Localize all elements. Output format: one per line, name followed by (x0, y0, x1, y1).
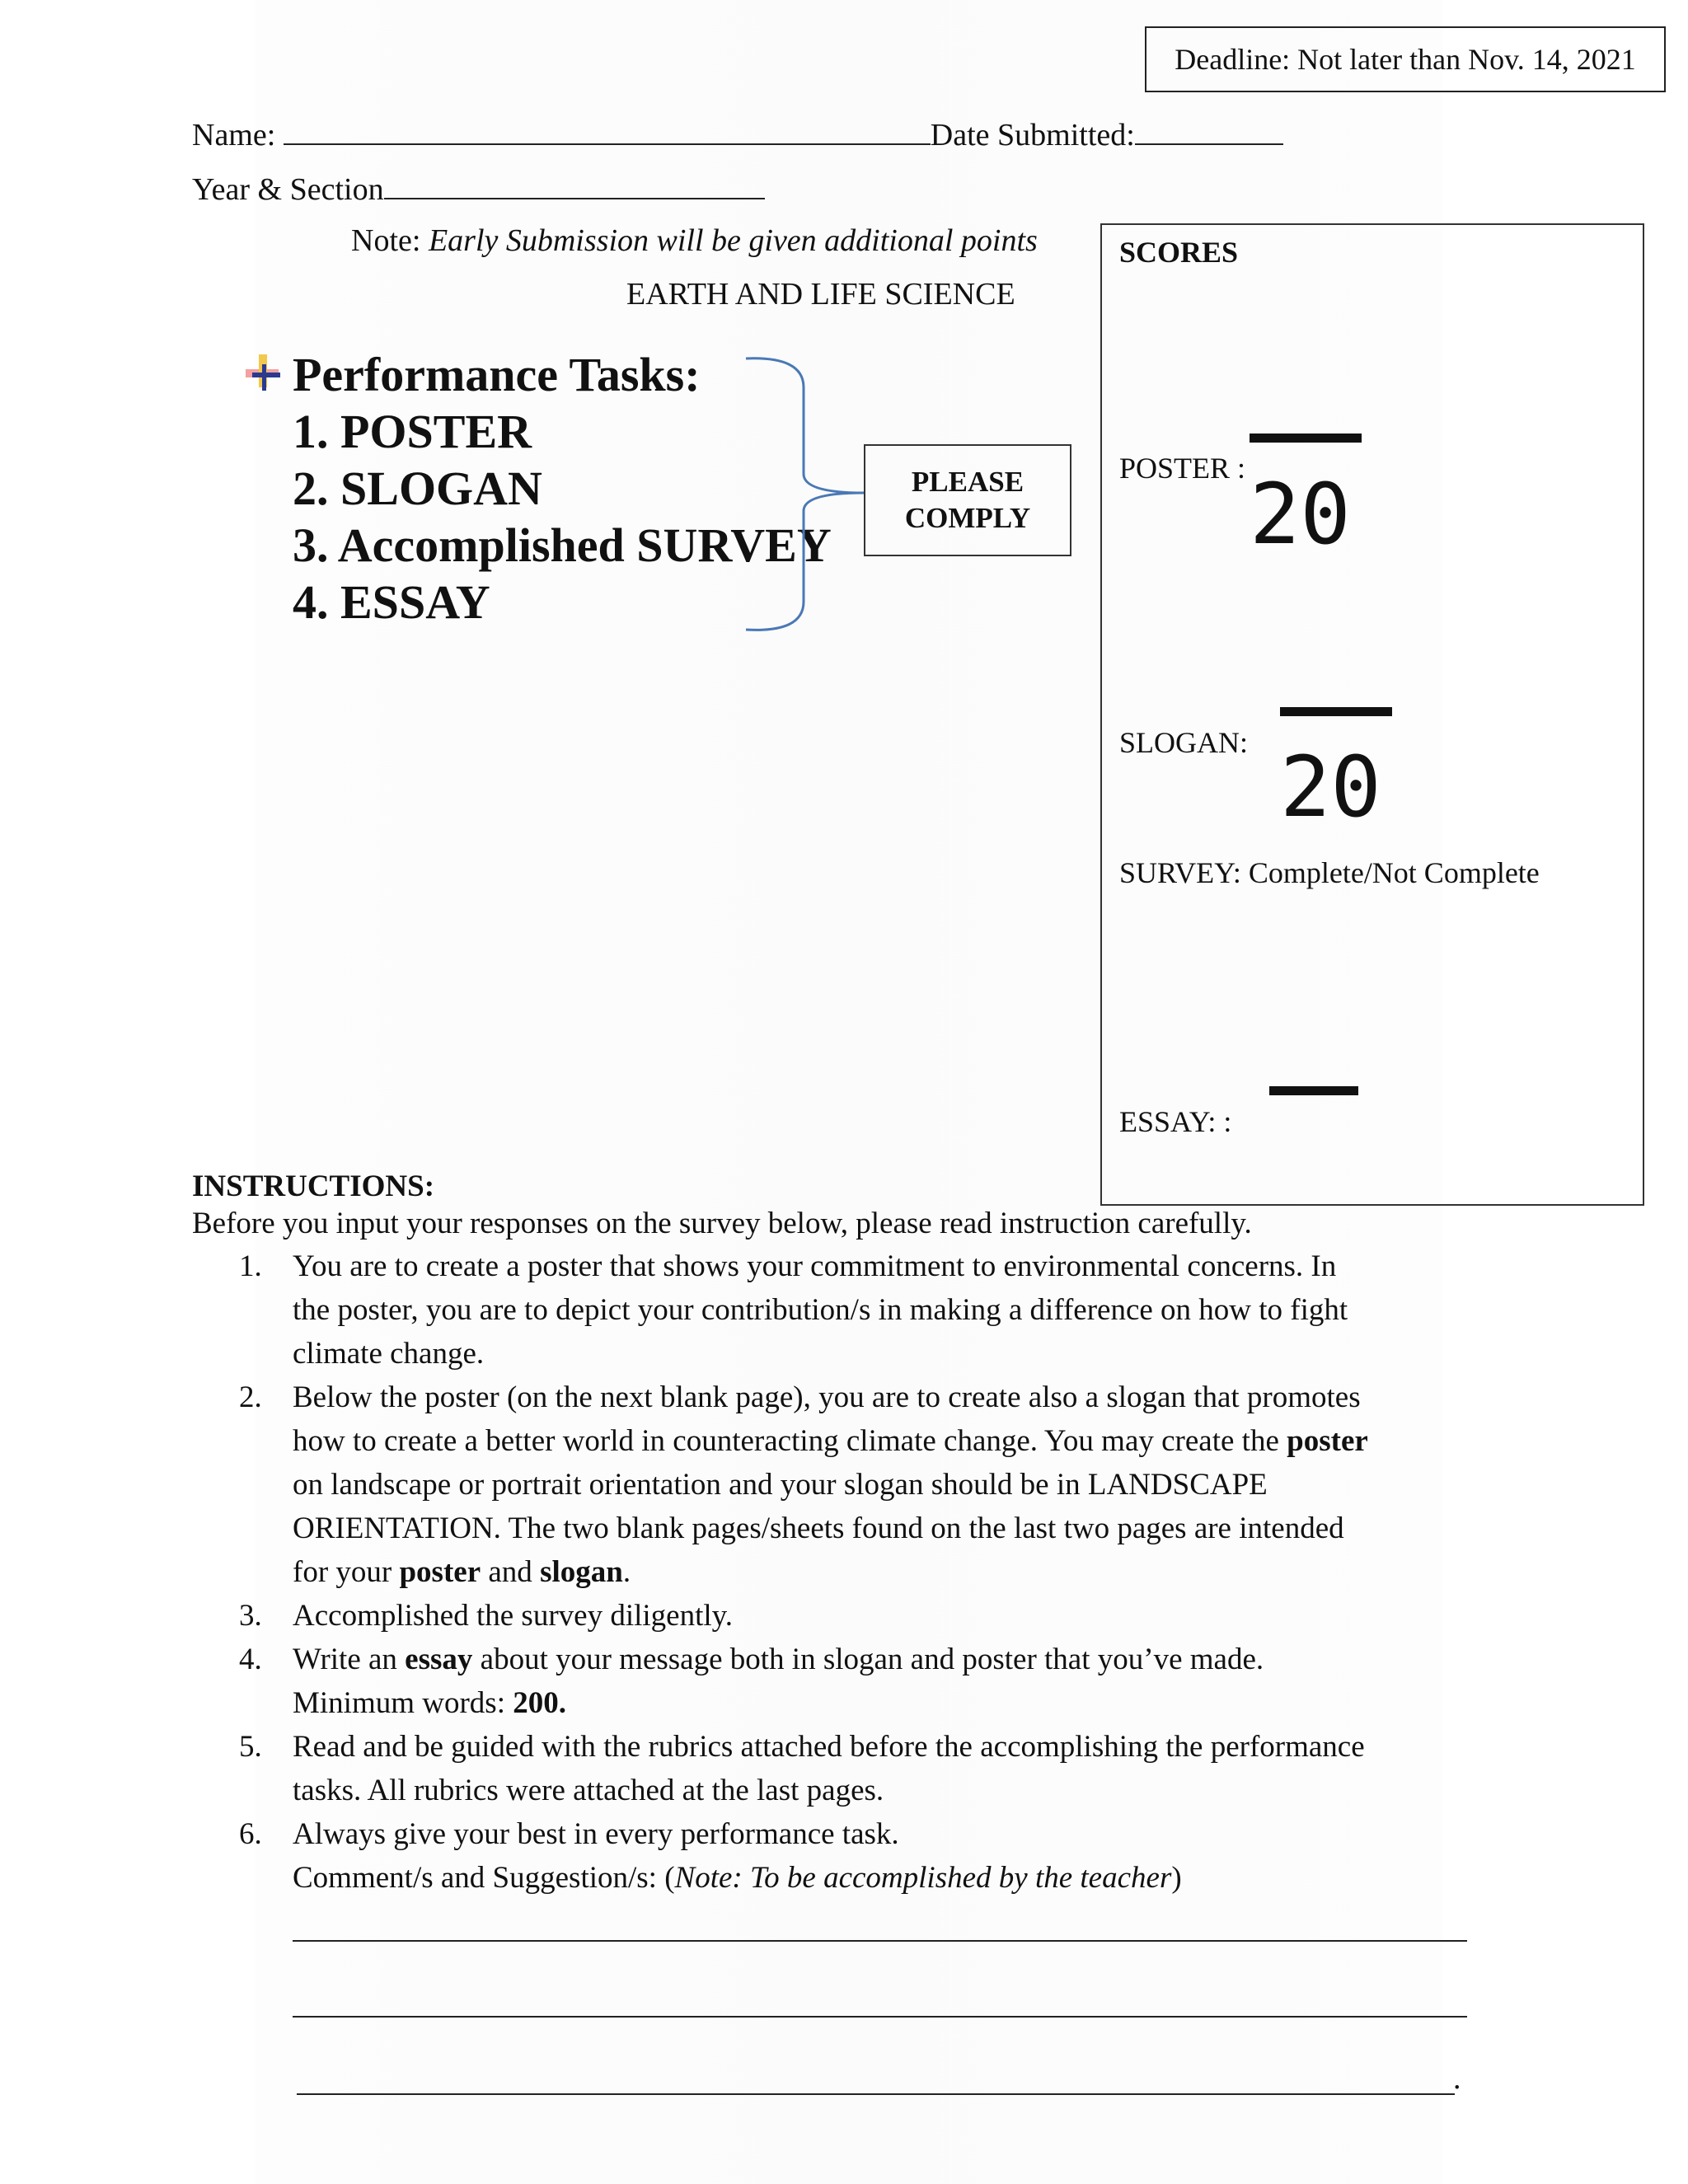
item-text: how to create a better world in counteracting climate change. You may create the (293, 1424, 1287, 1458)
year-section-row (192, 168, 765, 208)
poster-score-total: 20 (1250, 466, 1351, 564)
comment-line-3[interactable] (297, 2093, 1455, 2095)
instructions-intro: Before you input your responses on the survey below, please read instruction carefully. (192, 1207, 1252, 1240)
item-line: the poster, you are to depict your contribution/s in making a difference on how to fight (293, 1293, 1348, 1327)
comment-line-2[interactable] (293, 2016, 1467, 2018)
deadline-text: Deadline: Not later than Nov. 14, 2021 (1175, 43, 1636, 76)
comply-line2: COMPLY (904, 502, 1031, 534)
item-bold-text: poster (1287, 1424, 1368, 1458)
survey-score-label: SURVEY: Complete/Not Complete (1119, 856, 1540, 889)
list-item (239, 1594, 1484, 1638)
slogan-score-total: 20 (1280, 738, 1381, 837)
poster-score-bar (1250, 434, 1362, 443)
task-item: 1. POSTER (293, 405, 532, 458)
item-line (293, 1419, 1484, 1463)
item-number: 6. (239, 1817, 262, 1851)
item-text: Minimum words: (293, 1686, 513, 1720)
comments-note: Note: To be accomplished by the teacher (674, 1861, 1172, 1895)
task-item: 2. SLOGAN (293, 462, 542, 515)
deadline-box (1145, 26, 1666, 92)
comments-suffix: ) (1171, 1861, 1182, 1895)
note-prefix: Note: (351, 223, 429, 258)
essay-score-label: ESSAY: : (1119, 1105, 1232, 1138)
item-text: about your message both in slogan and poster that you’ve made. (472, 1643, 1264, 1676)
item-text: Write an (293, 1643, 406, 1676)
bullet-cross-icon (241, 351, 288, 403)
instructions-heading: INSTRUCTIONS: (192, 1169, 435, 1203)
essay-score-bar (1269, 1086, 1358, 1095)
final-period: . (1453, 2061, 1461, 2096)
item-number: 5. (239, 1730, 262, 1764)
item-bold-text: essay (405, 1643, 473, 1676)
item-line: Always give your best in every performance task. (293, 1817, 899, 1851)
right-brace (742, 354, 874, 639)
comments-prefix: Comment/s and Suggestion/s: ( (293, 1861, 675, 1895)
name-blank[interactable] (284, 114, 931, 145)
item-line: Below the poster (on the next blank page), you are to create also a slogan that promotes (293, 1380, 1361, 1414)
item-number: 4. (239, 1643, 262, 1676)
comment-line-1[interactable] (293, 1940, 1467, 1942)
tasks-title: Performance Tasks: (293, 348, 701, 401)
year-section-blank[interactable] (384, 168, 765, 199)
scores-heading: SCORES (1119, 236, 1239, 269)
poster-score-label: POSTER : (1119, 452, 1246, 485)
item-number: 1. (239, 1249, 262, 1283)
instructions-list (239, 1244, 1484, 1900)
name-row (192, 114, 1283, 153)
item-text: for your (293, 1555, 400, 1589)
comply-line1: PLEASE (911, 466, 1025, 498)
date-submitted-blank[interactable] (1135, 114, 1283, 145)
item-line: Read and be guided with the rubrics attached before the accomplishing the performance (293, 1730, 1365, 1764)
item-line: You are to create a poster that shows your commitment to environmental concerns. In (293, 1249, 1337, 1283)
item-line (293, 1550, 1484, 1594)
item-line: ORIENTATION. The two blank pages/sheets found on the last two pages are intended (293, 1511, 1344, 1545)
item-bold-text: slogan (540, 1555, 623, 1589)
item-line: tasks. All rubrics were attached at the last pages. (293, 1774, 884, 1807)
item-text: and (481, 1555, 541, 1589)
item-bold-text: 200. (513, 1686, 566, 1720)
slogan-score-bar (1280, 707, 1392, 716)
item-bold-text: poster (399, 1555, 481, 1589)
slogan-score-label: SLOGAN: (1119, 726, 1249, 759)
year-section-label: Year & Section (192, 172, 384, 207)
list-item (239, 1376, 1484, 1594)
name-label: Name: (192, 118, 284, 152)
note-text: Early Submission will be given additional points (428, 223, 1038, 258)
list-item (239, 1638, 1484, 1725)
item-line: on landscape or portrait orientation and your slogan should be in LANDSCAPE (293, 1468, 1268, 1502)
please-comply-box (864, 444, 1071, 556)
comments-line (293, 1856, 1484, 1900)
item-number: 3. (239, 1599, 262, 1633)
date-submitted-label: Date Submitted: (930, 118, 1135, 152)
note (351, 223, 1038, 259)
item-line (293, 1638, 1484, 1681)
item-line (293, 1681, 1484, 1725)
list-item (239, 1725, 1484, 1812)
list-item (239, 1244, 1484, 1376)
item-text: . (622, 1555, 631, 1589)
item-line: Accomplished the survey diligently. (293, 1599, 733, 1633)
task-item: 4. ESSAY (293, 575, 490, 629)
item-number: 2. (239, 1380, 262, 1414)
subject-title: EARTH AND LIFE SCIENCE (626, 277, 1015, 312)
item-line: climate change. (293, 1337, 485, 1371)
list-item (239, 1812, 1484, 1900)
task-item: 3. Accomplished SURVEY (293, 518, 832, 572)
